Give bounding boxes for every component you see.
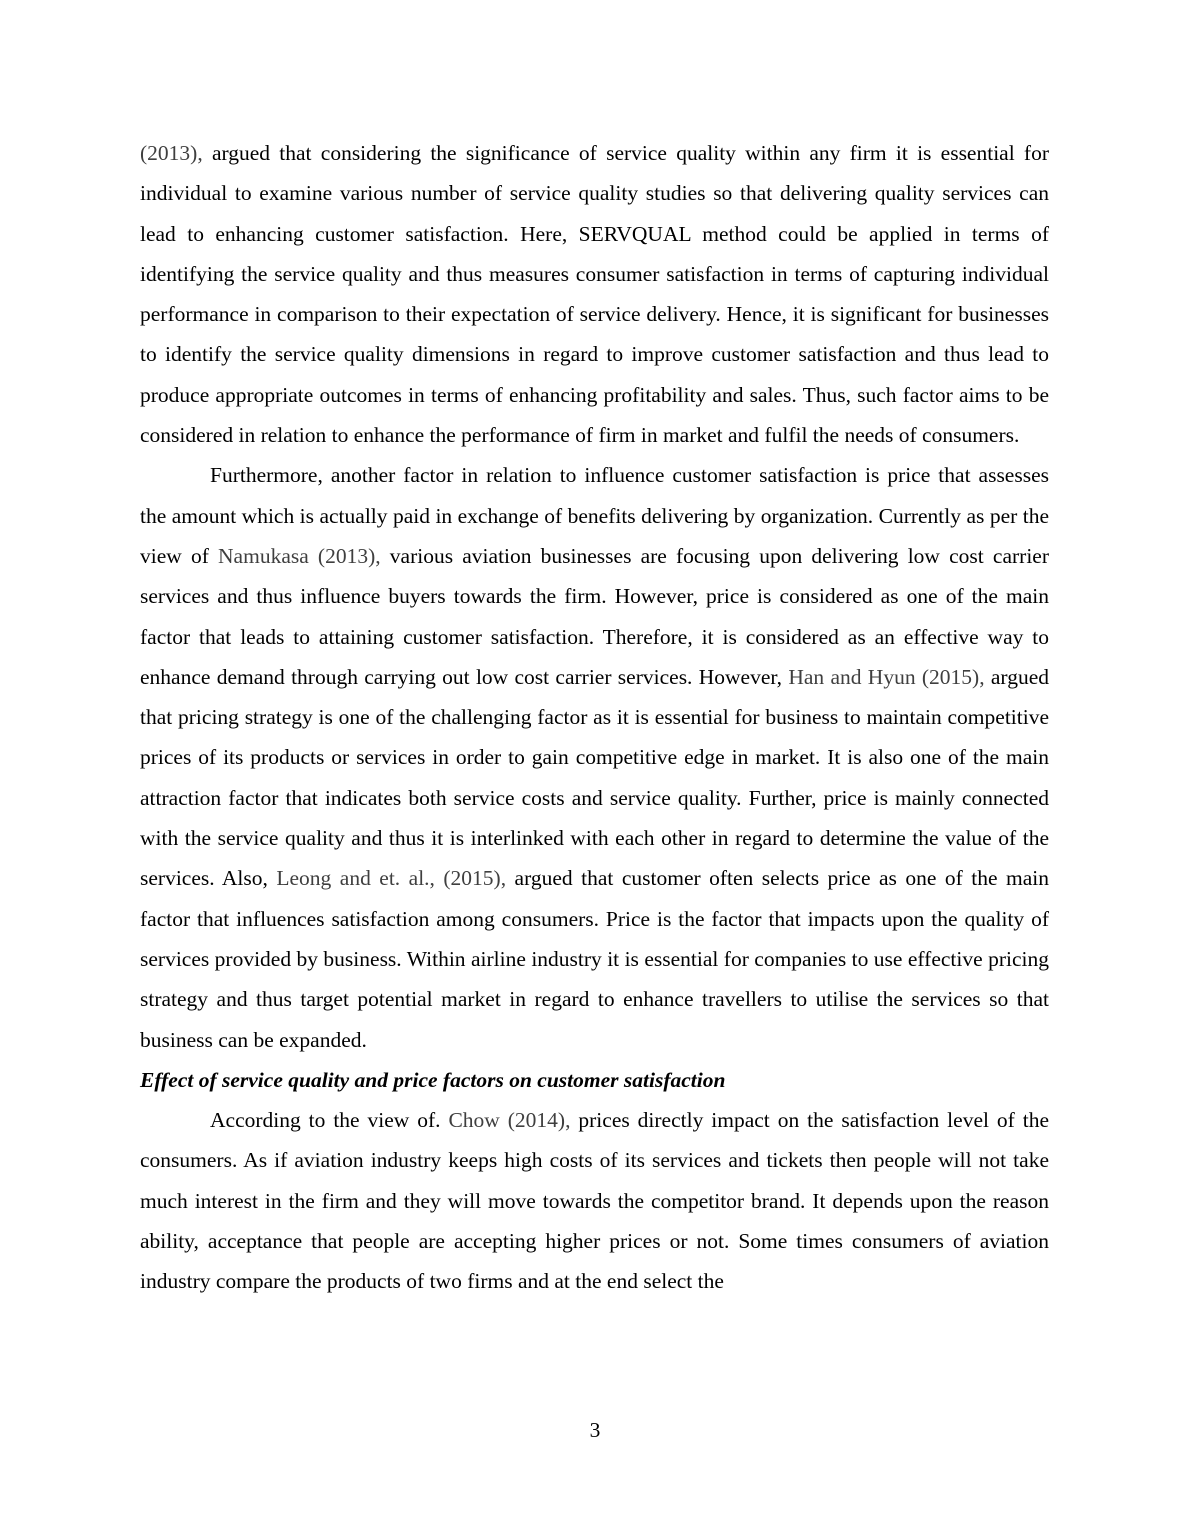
citation: Leong and et. al., (2015), (276, 866, 507, 891)
document-body (140, 133, 1049, 1302)
paragraph-text: argued that customer often selects price as one of the main factor that influences satisfaction among consumers. Price is the factor that impacts upon the quality of services provided by business. Within airline industry it is essential for companies to use effective pricing strategy and thus target potential market in regard to enhance travellers to utilise the services so that business can be expanded. (140, 866, 1049, 1052)
paragraph-effect (140, 1100, 1049, 1301)
citation: (2013), (140, 141, 203, 165)
paragraph-text: prices directly impact on the satisfaction level of the consumers. As if aviation industry keeps high costs of its services and tickets then people will not take much interest in the firm and they will move towards the competitor brand. It depends upon the reason ability, acceptance that people are accepting higher prices or not. Some times consumers of aviation industry compare the products of two firms and at the end select the (140, 1108, 1049, 1294)
paragraph-price-factor (140, 455, 1049, 1059)
paragraph-text: Furthermore, another factor in relation to influence customer satisfaction is price that assesses the amount which is actually paid in exchange of benefits delivering by organization. Currently as per the view of (140, 463, 1049, 568)
paragraph-text: argued that pricing strategy is one of the challenging factor as it is essential for business to maintain competitive prices of its products or services in order to gain competitive edge in market. It is also one of the main attraction factor that indicates both service costs and service quality. Further, price is mainly connected with the service quality and thus it is interlinked with each other in regard to determine the value of the services. Also, (140, 664, 1049, 891)
paragraph-servqual (140, 133, 1049, 455)
citation: Chow (2014), (448, 1108, 571, 1133)
section-heading: Effect of service quality and price factors on customer satisfaction (140, 1067, 726, 1092)
citation: Han and Hyun (2015), (788, 664, 985, 689)
paragraph-text: According to the view of. (210, 1108, 449, 1133)
paragraph-text: argued that considering the significance of service quality within any firm it is essential for individual to examine various number of service quality studies so that delivering quality services can lead to enhancing customer satisfaction. Here, SERVQUAL method could be applied in terms of identifying the service quality and thus measures consumer satisfaction in terms of capturing individual performance in comparison to their expectation of service delivery. Hence, it is significant for businesses to identify the service quality dimensions in regard to improve customer satisfaction and thus lead to produce appropriate outcomes in terms of enhancing profitability and sales. Thus, such factor aims to be considered in relation to enhance the performance of firm in market and fulfil the needs of consumers. (140, 141, 1049, 448)
paragraph-text: various aviation businesses are focusing upon delivering low cost carrier services and thus influence buyers towards the firm. However, price is considered as one of the main factor that leads to attaining customer satisfaction. Therefore, it is considered as an effective way to enhance demand through carrying out low cost carrier services. However, (140, 543, 1049, 689)
page-number: 3 (589, 1418, 601, 1442)
citation: Namukasa (2013), (218, 543, 381, 568)
